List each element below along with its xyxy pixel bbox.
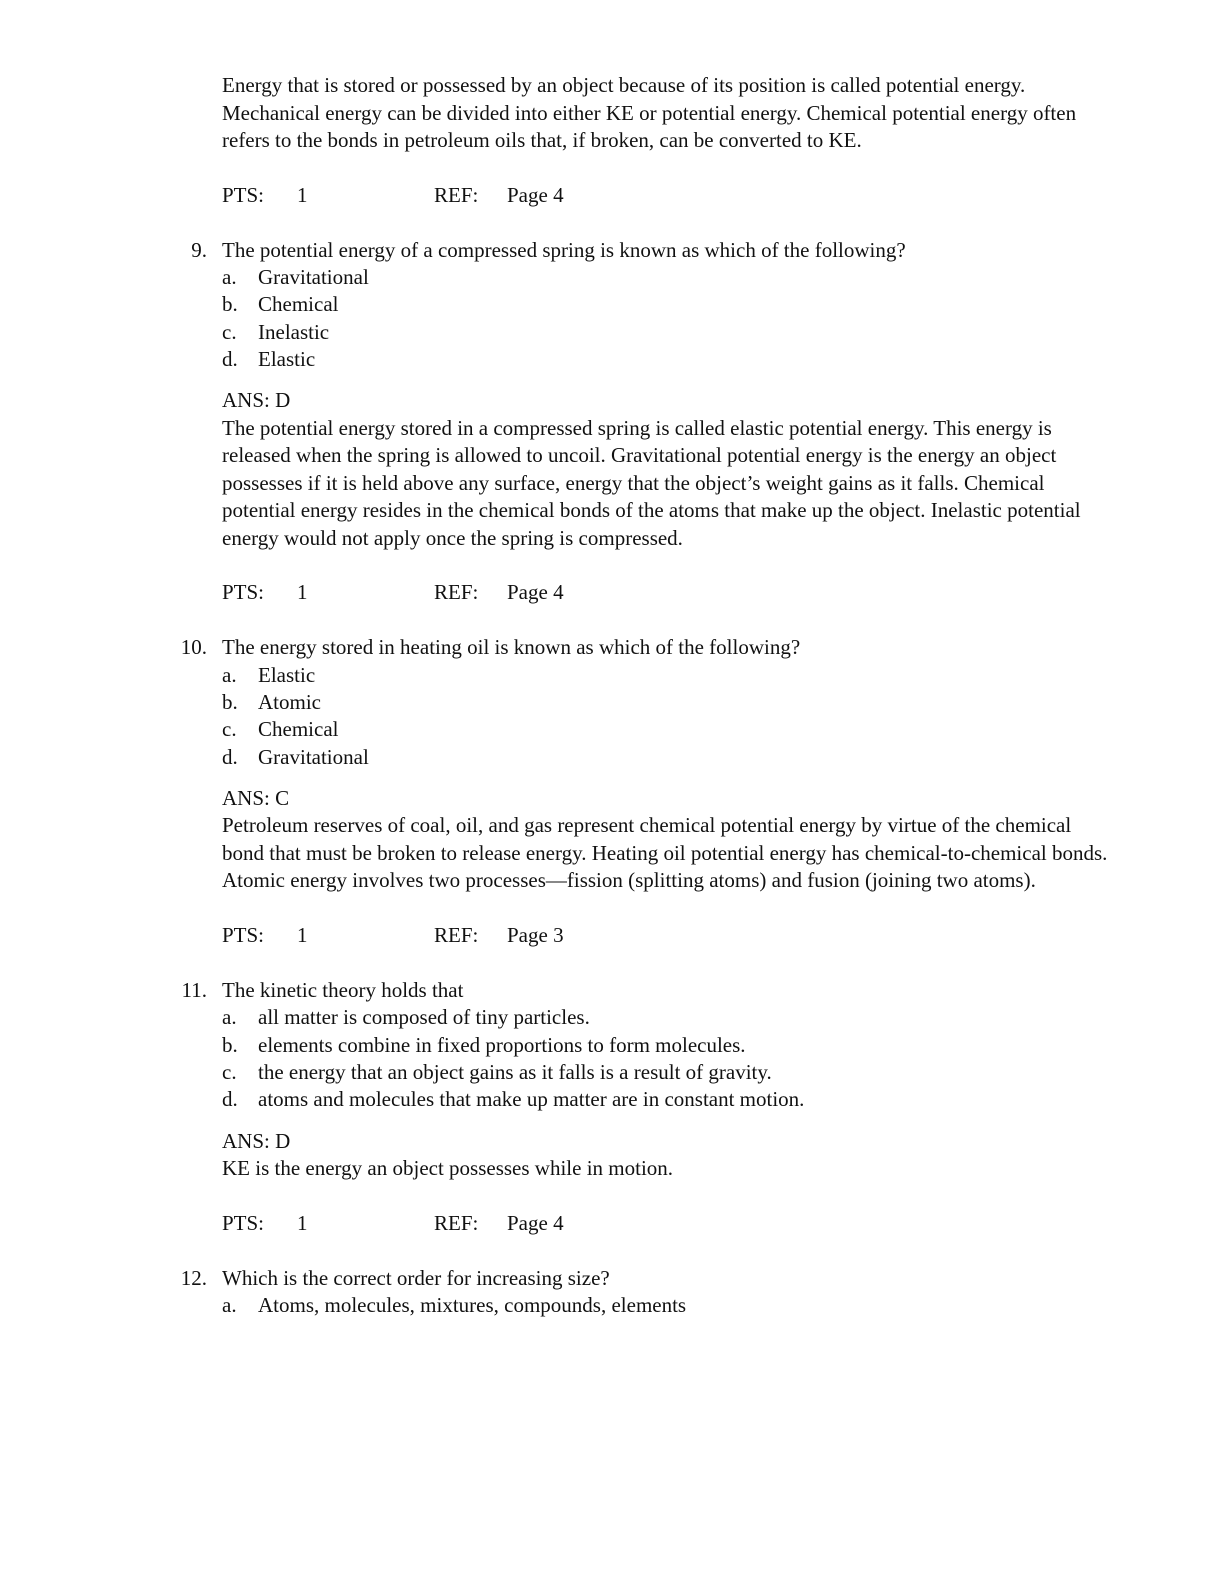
choice-b — [222, 689, 1224, 716]
choice-letter: a. — [222, 662, 237, 687]
ref-value: Page 3 — [507, 922, 564, 947]
ref-label: REF: — [434, 922, 479, 947]
choice-letter: a. — [222, 1293, 237, 1318]
choice-c — [222, 319, 1224, 346]
document-page — [0, 72, 1224, 1319]
choice-text: Chemical — [258, 717, 339, 742]
answer-rationale: KE is the energy an object possesses while in motion. — [222, 1156, 674, 1181]
choice-text: the energy that an object gains as it falls is a result of gravity. — [258, 1059, 772, 1084]
choice-d — [222, 744, 1224, 771]
choice-text: Gravitational — [258, 744, 369, 769]
pts-value: 1 — [297, 1210, 308, 1235]
answer-rationale: The potential energy stored in a compressed spring is called elastic potential energy. This energy is released when the spring is allowed to uncoil. Gravitational potential energy is the energy an object possesses if it is held above any surface, energy that the object’s weight gains as it falls. Chemical potential energy resides in the chemical bonds of the atoms that make up the object. Inelastic potential energy would not apply once the spring is compressed. — [222, 415, 1081, 550]
choice-letter: c. — [222, 717, 237, 742]
choice-text: atoms and molecules that make up matter are in constant motion. — [258, 1087, 805, 1112]
question-number: 10. — [180, 635, 207, 660]
choice-letter: d. — [222, 1087, 238, 1112]
question-meta — [222, 579, 1224, 607]
choice-list — [222, 1292, 1224, 1319]
choice-letter: a. — [222, 1005, 237, 1030]
choice-text: Gravitational — [258, 265, 369, 289]
q8-meta — [222, 182, 1224, 210]
pts-value: 1 — [297, 580, 308, 605]
choice-b — [222, 291, 1224, 318]
answer-rationale: Petroleum reserves of coal, oil, and gas represent chemical potential energy by virtue of the chemical bond that must be broken to release energy. Heating oil potential energy has chemical-to-chemical bonds. Atomic energy involves two processes—fission (splitting atoms) and fusion (joining two atoms). — [222, 813, 1108, 893]
ref-value: Page 4 — [507, 1210, 564, 1235]
question-9 — [0, 237, 1224, 608]
ref-value: Page 4 — [507, 182, 564, 207]
choice-list — [222, 662, 1224, 771]
q8-rationale: Energy that is stored or possessed by an object because of its position is called potential energy. Mechanical energy can be divided into either KE or potential energy. Chemical potential energy often refers to the bonds in petroleum oils that, if broken, can be converted to KE. — [222, 73, 1077, 152]
choice-d — [222, 346, 1224, 373]
choice-list — [222, 264, 1224, 373]
choice-letter: d. — [222, 744, 238, 769]
choice-text: Elastic — [258, 346, 316, 371]
question-stem: The potential energy of a compressed spring is known as which of the following? — [222, 237, 906, 262]
choice-b — [222, 1032, 1224, 1059]
choice-d — [222, 1086, 1224, 1113]
question-stem: Which is the correct order for increasing size? — [222, 1265, 610, 1290]
answer-key: ANS: D — [222, 1128, 291, 1153]
ref-label: REF: — [434, 182, 479, 207]
question-meta — [222, 1210, 1224, 1238]
ref-label: REF: — [434, 1210, 479, 1235]
pts-label: PTS: — [222, 922, 265, 947]
choice-a — [222, 1292, 1224, 1319]
choice-text: Atoms, molecules, mixtures, compounds, elements — [258, 1293, 687, 1318]
question-number: 12. — [180, 1265, 207, 1290]
question-number: 9. — [191, 237, 207, 262]
choice-letter: b. — [222, 1032, 238, 1057]
question-stem: The energy stored in heating oil is known as which of the following? — [222, 635, 801, 660]
choice-text: all matter is composed of tiny particles. — [258, 1005, 590, 1030]
choice-text: Chemical — [258, 292, 339, 317]
choice-c — [222, 1059, 1224, 1086]
choice-a — [222, 1004, 1224, 1031]
pts-label: PTS: — [222, 1210, 265, 1235]
ref-value: Page 4 — [507, 580, 564, 605]
question-11 — [0, 977, 1224, 1238]
choice-text: Elastic — [258, 662, 316, 687]
question-12 — [0, 1265, 1224, 1320]
choice-letter: a. — [222, 265, 237, 289]
choice-a — [222, 264, 1224, 291]
choice-a — [222, 662, 1224, 689]
pts-label: PTS: — [222, 580, 265, 605]
pts-value: 1 — [297, 182, 308, 207]
pts-label: PTS: — [222, 182, 265, 207]
choice-letter: b. — [222, 689, 238, 714]
pts-value: 1 — [297, 922, 308, 947]
choice-text: Atomic — [258, 689, 321, 714]
choice-list — [222, 1004, 1224, 1113]
choice-text: elements combine in fixed proportions to form molecules. — [258, 1032, 746, 1057]
choice-c — [222, 716, 1224, 743]
answer-key: ANS: C — [222, 785, 290, 810]
question-number: 11. — [181, 977, 207, 1002]
answer-key: ANS: D — [222, 388, 291, 413]
question-meta — [222, 922, 1224, 950]
choice-letter: b. — [222, 292, 238, 317]
choice-text: Inelastic — [258, 319, 330, 344]
choice-letter: d. — [222, 346, 238, 371]
choice-letter: c. — [222, 1059, 237, 1084]
question-stem: The kinetic theory holds that — [222, 977, 464, 1002]
choice-letter: c. — [222, 319, 237, 344]
ref-label: REF: — [434, 580, 479, 605]
question-10 — [0, 634, 1224, 950]
